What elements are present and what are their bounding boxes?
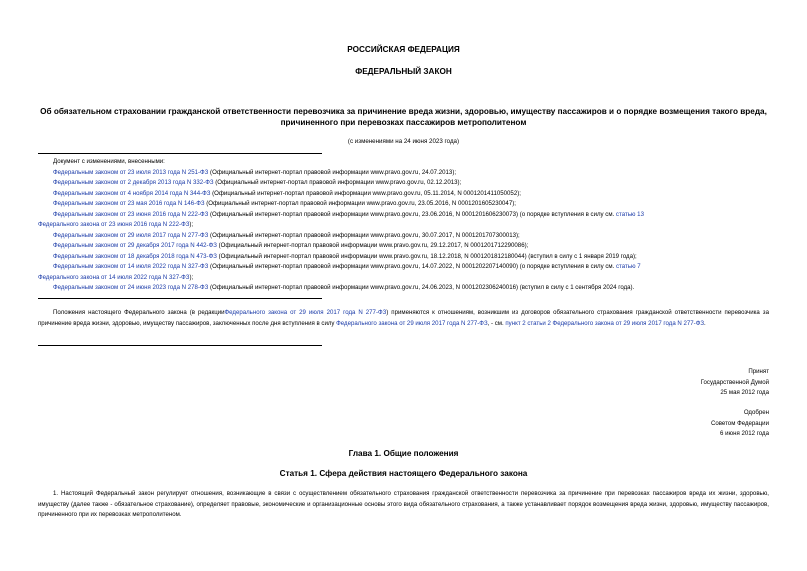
paragraph-1: 1. Настоящий Федеральный закон регулирует отношения, возникающие в связи с осуществлением обязательного страхования гражданской ответственности перевозчика за причинение при перевозках пассажиров вреда их жизни, здоровью, имуществу (далее также - обязательное страхование), определяет правовые, экономические и организационные основы этого вида обязательного страхования, а также устанавливает порядок возмещения вреда жизни, здоровью, имуществу пассажиров, причиненного при их перевозках метрополитеном. (38, 490, 769, 518)
change-link[interactable]: Федеральным законом от 23 мая 2016 года N 146-ФЗ (53, 200, 205, 207)
change-link[interactable]: Федерального закона от 14 июля 2022 года N 327-ФЗ (38, 273, 190, 281)
adopted-date: 25 мая 2012 года (720, 389, 769, 396)
change-link[interactable]: Федеральным законом от 23 июня 2016 года N 222-ФЗ (53, 210, 209, 218)
approved-label: Одобрен (743, 409, 769, 416)
changes-bottom-divider (38, 298, 322, 299)
approved-body: Советом Федерации (710, 419, 769, 427)
note-link[interactable]: Федерального закона от 29 июля 2017 года N 277-ФЗ (224, 309, 387, 316)
editorial-note: Положения настоящего Федерального закона (в редакцииФедерального закона от 29 июля 2017 года N 277-ФЗ) применяются к отношениям, возникшим из договоров обязательного страхования гражданской ответственности перевозчика за причинение вреда жизни, здоровью, имуществу пассажиров, заключенных после дня вступления в силу Федерального закона от 29 июля 2017 года N 277-ФЗ, - см. пункт 2 статьи 2 Федерального закона от 29 июля 2017 года N 277-ФЗ. (38, 309, 769, 327)
change-item: Федеральным законом от 2 декабря 2013 года N 332-ФЗ (Официальный интернет-портал правовой информации www.pravo.gov.ru, 02.12.2013); (53, 179, 462, 186)
change-link[interactable]: Федеральным законом от 2 декабря 2013 года N 332-ФЗ (53, 179, 214, 186)
federation-heading: РОССИЙСКАЯ ФЕДЕРАЦИЯ (347, 45, 460, 54)
changes-intro: Документ с изменениями, внесенными: (53, 158, 165, 165)
change-link[interactable]: Федеральным законом от 23 июля 2013 года N 251-ФЗ (53, 168, 209, 176)
change-link[interactable]: Федеральным законом от 4 ноября 2014 года N 344-ФЗ (53, 189, 211, 197)
change-item: Федеральным законом от 14 июля 2022 года N 327-ФЗ (Официальный интернет-портал правовой информации www.pravo.gov.ru, 14.07.2022, N 0001202207140090) (о порядке вступления в силу см. статью 7 (53, 263, 641, 270)
change-item: Федеральным законом от 18 декабря 2018 года N 473-ФЗ (Официальный интернет-портал правовой информации www.pravo.gov.ru, 18.12.2018, N 0001201812180044) (вступил в силу с 1 января 2019 года); (53, 252, 637, 260)
adopted-block (701, 367, 769, 399)
change-item-cont: Федерального закона от 14 июля 2022 года N 327-ФЗ); (38, 273, 194, 281)
law-title: Об обязательном страховании гражданской ответственности перевозчика за причинение вреда жизни, здоровью, имуществу пассажиров и о порядке возмещения такого вреда, причиненного при перевозках пассажиров метрополитеном (40, 107, 767, 127)
article-heading: Статья 1. Сфера действия настоящего Федерального закона (279, 469, 528, 478)
change-link[interactable]: Федеральным законом от 18 декабря 2018 года N 473-ФЗ (53, 252, 217, 260)
change-item-cont: Федерального закона от 23 июня 2016 года N 222-ФЗ); (38, 221, 194, 228)
edition-note: (с изменениями на 24 июня 2023 года) (347, 138, 460, 145)
adopted-label: Принят (748, 368, 769, 375)
adopted-body: Государственной Думой (700, 378, 769, 386)
changes-block (38, 157, 769, 294)
change-item: Федеральным законом от 23 июля 2013 года N 251-ФЗ (Официальный интернет-портал правовой информации www.pravo.gov.ru, 24.07.2013); (53, 168, 457, 176)
note-link[interactable]: пункт 2 статьи 2 Федерального закона от 29 июля 2017 года N 277-ФЗ (505, 319, 705, 327)
change-link[interactable]: Федеральным законом от 14 июля 2022 года N 327-ФЗ (53, 263, 209, 270)
approved-date: 6 июня 2012 года (720, 430, 769, 437)
change-link[interactable]: Федерального закона от 23 июня 2016 года N 222-ФЗ (38, 221, 190, 228)
change-link[interactable]: Федеральным законом от 24 июня 2023 года N 278-ФЗ (53, 284, 209, 291)
change-item: Федеральным законом от 29 июля 2017 года N 277-ФЗ (Официальный интернет-портал правовой информации www.pravo.gov.ru, 30.07.2017, N 0001201707300013); (53, 231, 520, 239)
approved-block (711, 408, 769, 440)
change-item: Федеральным законом от 23 июня 2016 года N 222-ФЗ (Официальный интернет-портал правовой информации www.pravo.gov.ru, 23.06.2016, N 0001201606230073) (о порядке вступления в силу см. статью 13 (53, 210, 644, 218)
note-bottom-divider (38, 345, 322, 346)
changes-top-divider (38, 153, 322, 154)
law-type-heading: ФЕДЕРАЛЬНЫЙ ЗАКОН (355, 67, 452, 76)
article-link[interactable]: статью 13 (615, 210, 644, 218)
note-link[interactable]: Федерального закона от 29 июля 2017 года N 277-ФЗ (336, 319, 488, 327)
change-link[interactable]: Федеральным законом от 29 июля 2017 года N 277-ФЗ (53, 231, 209, 239)
change-item: Федеральным законом от 23 мая 2016 года N 146-ФЗ (Официальный интернет-портал правовой информации www.pravo.gov.ru, 23.05.2016, N 0001201605230047); (53, 200, 516, 207)
chapter-heading: Глава 1. Общие положения (348, 449, 459, 458)
change-item: Федеральным законом от 24 июня 2023 года N 278-ФЗ (Официальный интернет-портал правовой информации www.pravo.gov.ru, 24.06.2023, N 0001202306240016) (вступил в силу с 1 сентября 2024 года). (53, 284, 635, 291)
change-item: Федеральным законом от 29 декабря 2017 года N 442-ФЗ (Официальный интернет-портал правовой информации www.pravo.gov.ru, 29.12.2017, N 0001201712290086); (53, 242, 529, 249)
change-link[interactable]: Федеральным законом от 29 декабря 2017 года N 442-ФЗ (53, 242, 217, 249)
change-item: Федеральным законом от 4 ноября 2014 года N 344-ФЗ (Официальный интернет-портал правовой информации www.pravo.gov.ru, 05.11.2014, N 0001201411050052); (53, 189, 521, 197)
article-link[interactable]: статью 7 (615, 263, 641, 270)
